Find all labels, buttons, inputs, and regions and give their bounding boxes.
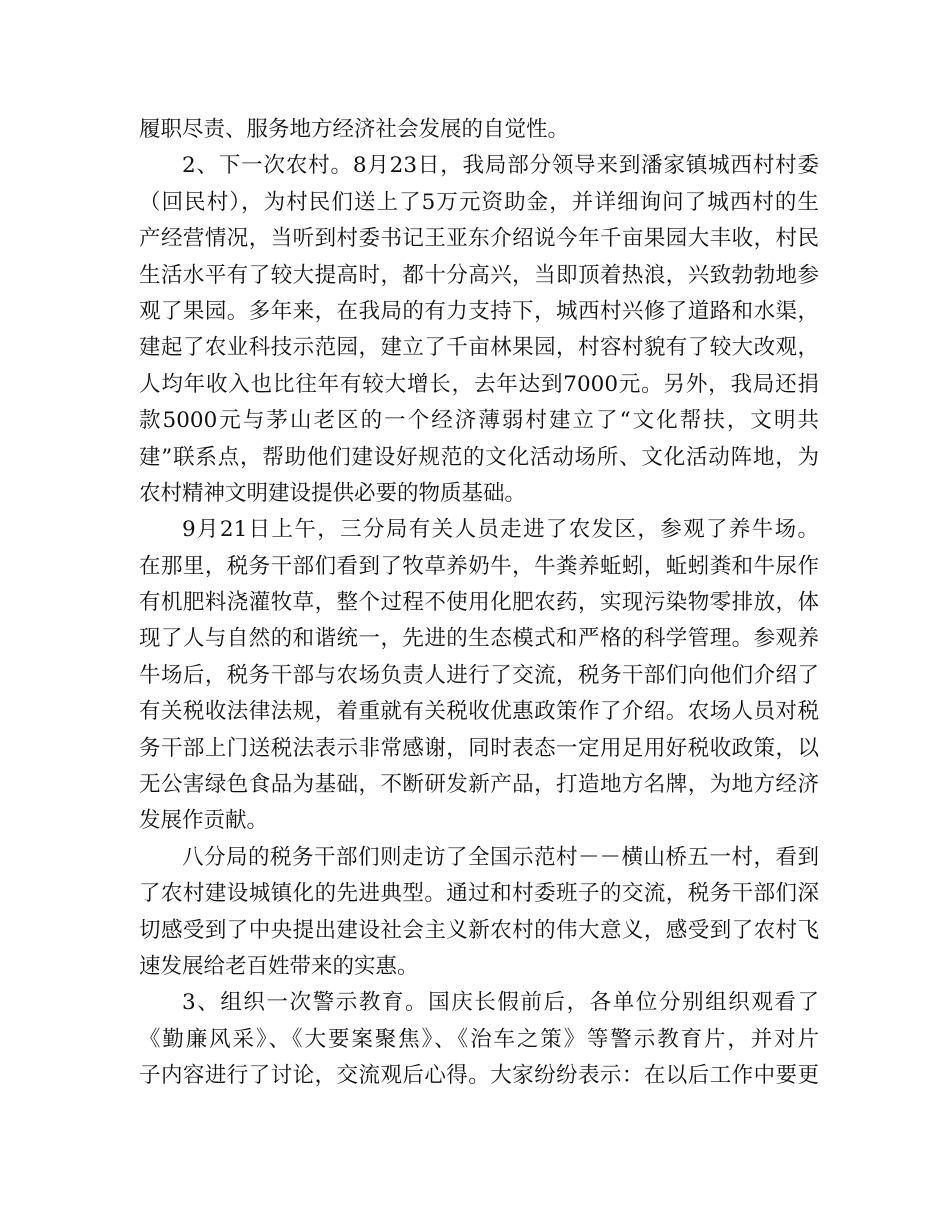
text-line: 《勤廉风采》、《大要案聚焦》、《治车之策》等警示教育片，并对片 bbox=[139, 1026, 819, 1052]
text-line: 有关税收法律法规，着重就有关税收优惠政策作了介绍。农场人员对税 bbox=[139, 699, 819, 725]
text-line: 切感受到了中央提出建设社会主义新农村的伟大意义，感受到了农村飞 bbox=[139, 917, 819, 943]
text-line: 人均年收入也比往年有较大增长，去年达到7000元。另外，我局还捐 bbox=[139, 371, 819, 397]
text-line: 无公害绿色食品为基础，不断研发新产品，打造地方名牌，为地方经济 bbox=[139, 772, 819, 798]
text-line: 在那里，税务干部们看到了牧草养奶牛，牛粪养蚯蚓，蚯蚓粪和牛尿作 bbox=[139, 553, 819, 579]
paragraph bbox=[139, 985, 819, 1094]
text-line: 现了人与自然的和谐统一，先进的生态模式和严格的科学管理。参观养 bbox=[139, 626, 819, 652]
text-line: 速发展给老百姓带来的实惠。 bbox=[139, 953, 419, 979]
text-line: 2、下一次农村。8月23日，我局部分领导来到潘家镇城西村村委 bbox=[182, 153, 819, 179]
text-line: 发展作贡献。 bbox=[139, 808, 269, 834]
paragraph bbox=[139, 512, 819, 840]
text-line: 牛场后，税务干部与农场负责人进行了交流，税务干部们向他们介绍了 bbox=[139, 662, 819, 688]
text-line: 观了果园。多年来，在我局的有力支持下，城西村兴修了道路和水渠， bbox=[139, 298, 819, 324]
text-line: 3、组织一次警示教育。国庆长假前后，各单位分别组织观看了 bbox=[182, 990, 819, 1016]
text-line: 有机肥料浇灌牧草，整个过程不使用化肥农药，实现污染物零排放，体 bbox=[139, 590, 819, 616]
text-line: 了农村建设城镇化的先进典型。通过和村委班子的交流，税务干部们深 bbox=[139, 881, 819, 907]
text-line: 八分局的税务干部们则走访了全国示范村－－横山桥五一村，看到 bbox=[182, 844, 819, 870]
paragraph bbox=[139, 148, 819, 512]
paragraph bbox=[139, 840, 819, 986]
text-line: 务干部上门送税法表示非常感谢，同时表态一定用足用好税收政策，以 bbox=[139, 735, 819, 761]
text-line: 子内容进行了讨论，交流观后心得。大家纷纷表示：在以后工作中要更 bbox=[139, 1063, 819, 1089]
text-line: 农村精神文明建设提供必要的物质基础。 bbox=[139, 480, 527, 506]
text-line: 产经营情况，当听到村委书记王亚东介绍说今年千亩果园大丰收，村民 bbox=[139, 226, 819, 252]
text-line: 建起了农业科技示范园，建立了千亩林果园，村容村貌有了较大改观， bbox=[139, 335, 819, 361]
paragraph bbox=[139, 112, 819, 148]
text-line: （回民村），为村民们送上了5万元资助金，并详细询问了城西村的生 bbox=[139, 189, 819, 215]
text-line: 9月21日上午，三分局有关人员走进了农发区，参观了养牛场。 bbox=[182, 517, 819, 543]
text-line: 款5000元与茅山老区的一个经济薄弱村建立了“文化帮扶，文明共 bbox=[139, 408, 819, 434]
document-page bbox=[139, 112, 819, 1095]
text-line: 生活水平有了较大提高时，都十分高兴，当即顶着热浪，兴致勃勃地参 bbox=[139, 262, 819, 288]
text-line: 建”联系点，帮助他们建设好规范的文化活动场所、文化活动阵地，为 bbox=[139, 444, 819, 470]
text-line: 履职尽责、服务地方经济社会发展的自觉性。 bbox=[139, 117, 570, 142]
